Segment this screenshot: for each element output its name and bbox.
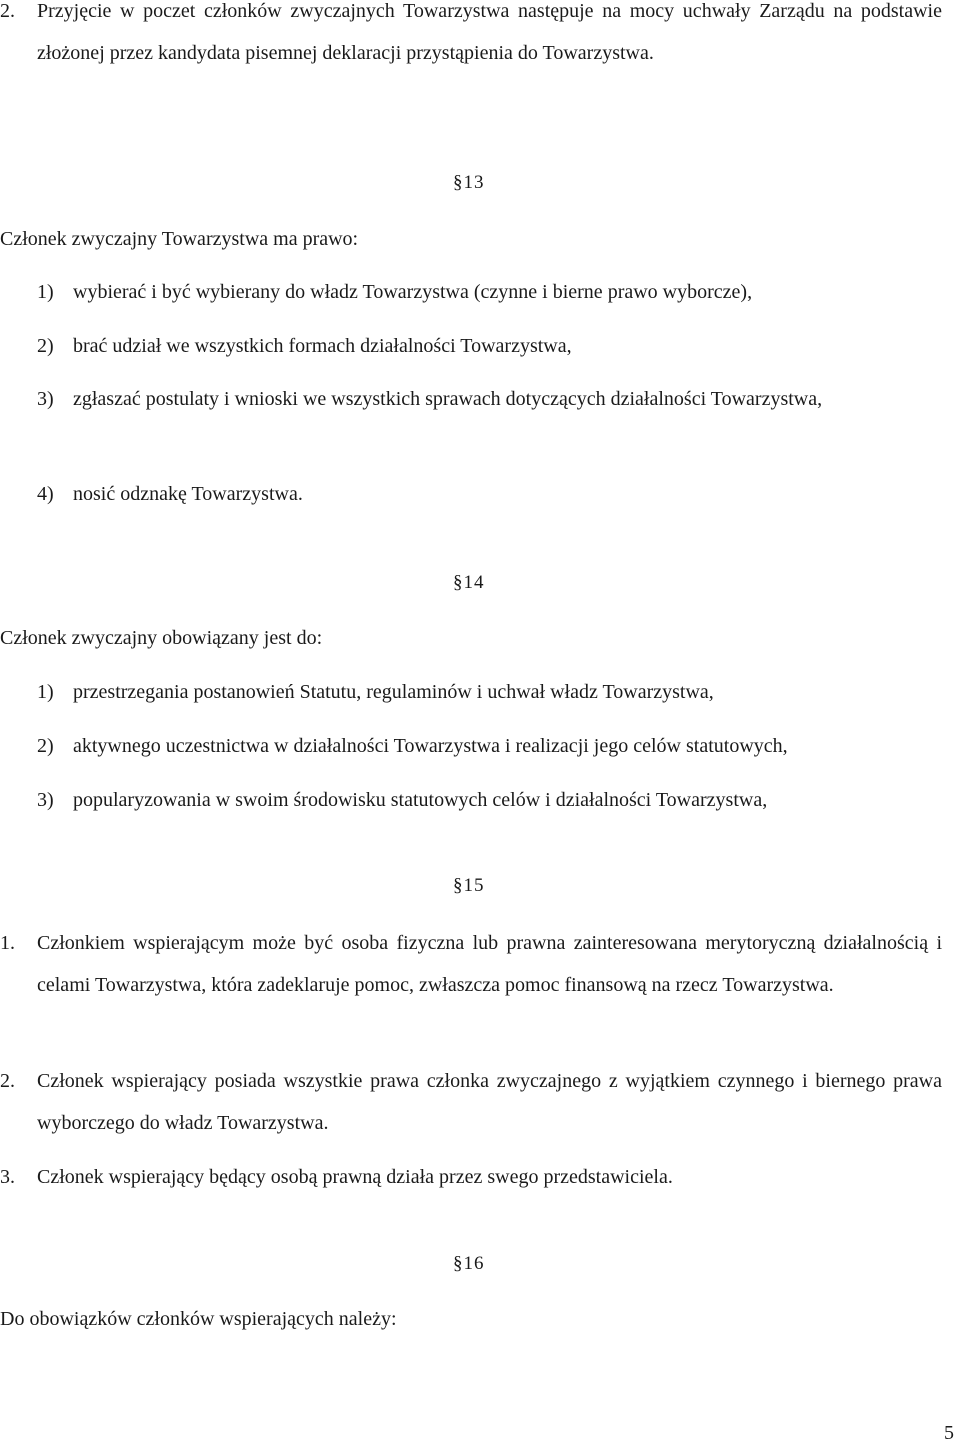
list-item [37,325,942,367]
section-16-intro: Do obowiązków członków wspierających należy: [0,1308,397,1330]
paragraph-text: Członek wspierający posiada wszystkie prawa członka zwyczajnego z wyjątkiem czynnego i biernego prawa wyborczego do władz Towarzystwa. [37,1070,942,1134]
list-item-number: 4) [37,483,54,505]
list-item-number: 2) [37,735,54,757]
section-heading-15: §15 [453,875,485,896]
section-heading-16: §16 [453,1253,485,1274]
paragraph-3 [0,1156,942,1198]
paragraph-2 [0,1060,942,1144]
list-item-text: przestrzegania postanowień Statutu, regulaminów i uchwał władz Towarzystwa, [73,681,714,703]
list-item-text: zgłaszać postulaty i wnioski we wszystkich sprawach dotyczących działalności Towarzystwa, [73,388,823,410]
section-heading-14: §14 [453,572,485,593]
paragraph-number: 2. [0,1070,15,1092]
list-item-number: 3) [37,789,54,811]
paragraph-1 [0,922,942,1006]
list-item-number: 2) [37,335,54,357]
paragraph-number: 1. [0,932,15,954]
list-item [37,725,942,767]
list-item-text: brać udział we wszystkich formach działalności Towarzystwa, [73,335,572,357]
paragraph-number: 2. [0,0,15,22]
list-item [37,271,942,313]
list-item-number: 3) [37,388,54,410]
list-item-text: nosić odznakę Towarzystwa. [73,483,303,505]
paragraph-text: Przyjęcie w poczet członków zwyczajnych Towarzystwa następuje na mocy uchwały Zarządu na podstawie złożonej przez kandydata pisemnej deklaracji przystąpienia do Towarzystwa. [37,0,942,64]
list-item-text: popularyzowania w swoim środowisku statutowych celów i działalności Towarzystwa, [73,789,768,811]
list-item [37,779,942,821]
paragraph-2 [0,0,942,74]
section-14-intro: Członek zwyczajny obowiązany jest do: [0,627,323,649]
list-item [37,473,942,515]
paragraph-text: Członkiem wspierającym może być osoba fizyczna lub prawna zainteresowana merytoryczną działalnością i celami Towarzystwa, która zadeklaruje pomoc, zwłaszcza pomoc finansową na rzecz Towarzystwa. [37,932,942,996]
list-item-text: wybierać i być wybierany do władz Towarzystwa (czynne i bierne prawo wyborcze), [73,281,753,303]
list-item-text: aktywnego uczestnictwa w działalności Towarzystwa i realizacji jego celów statutowych, [73,735,788,757]
section-13-intro: Członek zwyczajny Towarzystwa ma prawo: [0,228,359,250]
list-item [37,671,942,713]
list-item [37,378,942,420]
list-item-number: 1) [37,281,54,303]
page-number: 5 [944,1422,954,1444]
paragraph-number: 3. [0,1166,15,1188]
list-item-number: 1) [37,681,54,703]
paragraph-text: Członek wspierający będący osobą prawną działa przez swego przedstawiciela. [37,1166,673,1188]
section-heading-13: §13 [453,172,485,193]
